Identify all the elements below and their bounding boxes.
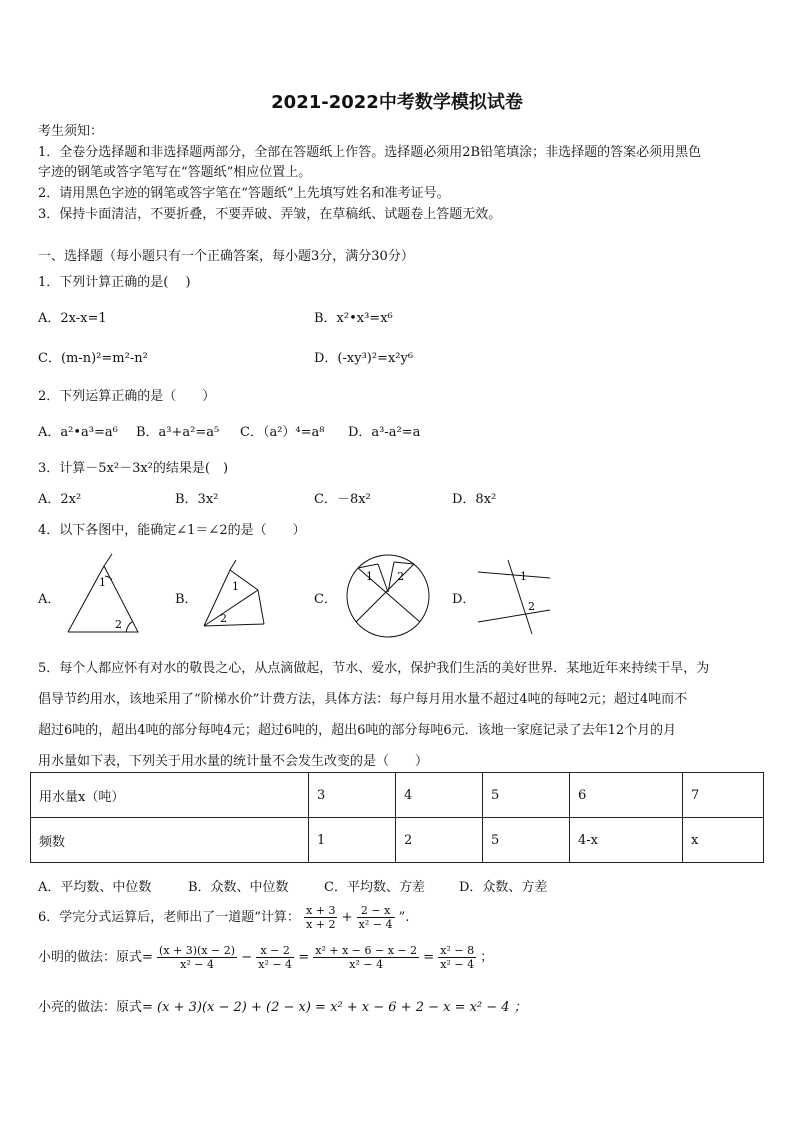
section-heading: 一、选择题（每小题只有一个正确答案，每小题3分，满分30分） (38, 249, 414, 264)
q4-figure-b (198, 560, 272, 630)
q1-option-c: C．(m-n)²=m²-n² (38, 351, 148, 366)
q1-stem: 1．下列计算正确的是( ) (38, 275, 191, 290)
q4-option-b: B． (175, 592, 198, 607)
xiaoming-label: 小明的做法：原式= (38, 950, 153, 965)
minus-sign: − (241, 950, 253, 965)
equals-sign: = (298, 950, 310, 965)
q3-option-d: D．8x² (452, 492, 497, 507)
fraction-denominator: x + 2 (306, 918, 336, 931)
q6-stem-text: 6．学完分式运算后，老师出了一道题“计算： (38, 910, 300, 925)
table-cell: 5 (483, 818, 570, 863)
q2-option-c: C．（a²）⁴=a⁸ (240, 425, 325, 440)
q2-option-b: B．a³+a²=a⁵ (136, 425, 220, 440)
plus-sign: + (341, 910, 353, 925)
equals-sign: = (423, 950, 435, 965)
q4-figure-c (344, 552, 432, 640)
table-cell: 5 (483, 773, 570, 818)
q4-option-c: C． (314, 592, 337, 607)
fraction-numerator: 2 − x (357, 904, 395, 918)
page-title: 2021-2022中考数学模拟试卷 (271, 92, 523, 113)
fraction-numerator: x + 3 (306, 904, 336, 917)
xiaoming-fraction-4 (438, 944, 476, 971)
notice-item-1-cont: 字迹的钢笔或答字笔写在“答题纸”相应位置上。 (38, 165, 312, 180)
table-cell: 6 (570, 773, 683, 818)
q6-xiaoming-solution (38, 944, 493, 971)
q4-option-a: A． (38, 592, 61, 607)
q1-option-a: A．2x-x=1 (38, 311, 107, 326)
notice-item-1: 1．全卷分选择题和非选择题两部分，全部在答题纸上作答。选择题必须用2B铅笔填涂；非选择题的答案必须用黑色 (38, 145, 702, 160)
q3-stem: 3．计算－5x²－3x²的结果是( ) (38, 461, 229, 476)
table-cell: 2 (396, 818, 483, 863)
water-usage-table (30, 772, 764, 863)
table-cell: x (683, 818, 764, 863)
table-cell: 7 (683, 773, 764, 818)
q4-a-angle1-label: 1 (99, 576, 106, 589)
q2-option-d: D．a³-a²=a (348, 425, 421, 440)
q4-d-angle1-label: 1 (520, 570, 527, 583)
q4-option-d: D． (452, 592, 476, 607)
q3-option-a: A．2x² (38, 492, 82, 507)
fraction-numerator: x − 2 (256, 944, 294, 958)
q5-option-c: C．平均数、方差 (324, 880, 425, 895)
fraction-numerator: (x + 3)(x − 2) (159, 944, 236, 957)
q4-c-angle1-label: 1 (366, 570, 373, 583)
q4-figure-d (472, 558, 554, 638)
fraction-denominator: x² − 4 (258, 958, 293, 971)
q1-option-d: D．(-xy³)²=x²y⁶ (314, 351, 414, 366)
q4-d-angle2-label: 2 (528, 600, 535, 613)
table-cell: 1 (309, 818, 396, 863)
q5-line-2: 倡导节约用水，该地采用了“阶梯水价”计费方法，具体方法：每户每月用水量不超过4吨的每吨2元；超过4吨而不 (38, 692, 688, 707)
q6-fraction-1 (304, 904, 337, 931)
table-cell: 频数 (31, 818, 309, 863)
q6-stem (38, 904, 409, 931)
q4-stem: 4．以下各图中，能确定∠1＝∠2的是（ ） (38, 523, 306, 538)
q6-xiaoliang-solution (38, 996, 527, 1015)
table-cell: 4 (396, 773, 483, 818)
fraction-numerator: x² − 8 (440, 944, 475, 957)
table-cell: 3 (309, 773, 396, 818)
q5-option-a: A．平均数、中位数 (38, 880, 152, 895)
q4-c-angle2-label: 2 (397, 570, 404, 583)
table-cell: 4-x (570, 818, 683, 863)
q4-b-angle1-label: 1 (232, 580, 239, 593)
q5-option-b: B．众数、中位数 (188, 880, 289, 895)
fraction-denominator: x² − 4 (180, 958, 214, 971)
fraction-numerator: x² + x − 6 − x − 2 (315, 944, 418, 957)
notice-item-3: 3．保持卡面清洁，不要折叠，不要弄破、弄皱，在草稿纸、试题卷上答题无效。 (38, 207, 502, 222)
table-cell: 用水量x（吨） (31, 773, 309, 818)
fraction-denominator: x² − 4 (440, 958, 475, 971)
notice-heading: 考生须知： (38, 124, 104, 139)
q5-option-d: D．众数、方差 (459, 880, 548, 895)
q4-figure-a (60, 552, 142, 634)
xiaoming-fraction-3 (313, 944, 419, 971)
xiaoming-fraction-1 (157, 944, 237, 971)
xiaoliang-expression: (x + 3)(x − 2) + (2 − x) = x² + x − 6 + 2 − x = x² − 4 ； (157, 1000, 527, 1015)
notice-item-2: 2．请用黑色字迹的钢笔或答字笔在“答题纸”上先填写姓名和准考证号。 (38, 186, 450, 201)
q6-fraction-2 (357, 904, 395, 931)
q2-option-a: A．a²•a³=a⁶ (38, 425, 118, 440)
table-row (31, 773, 764, 818)
semicolon: ； (480, 950, 494, 965)
q3-option-b: B．3x² (175, 492, 219, 507)
q6-stem-end: ”. (398, 910, 410, 925)
q4-a-angle2-label: 2 (115, 618, 122, 631)
q2-stem: 2．下列运算正确的是（ ） (38, 389, 216, 404)
q1-option-b: B．x²•x³=x⁶ (314, 311, 393, 326)
fraction-denominator: x² − 4 (349, 958, 384, 971)
q4-b-angle2-label: 2 (220, 612, 227, 625)
table-row (31, 818, 764, 863)
fraction-denominator: x² − 4 (358, 918, 393, 931)
q5-line-3: 超过6吨的，超出4吨的部分每吨4元；超过6吨的，超出6吨的部分每吨6元．该地一家庭记录了去年12个月的月 (38, 723, 677, 738)
q3-option-c: C．－8x² (314, 492, 371, 507)
q5-line-1: 5．每个人都应怀有对水的敬畏之心，从点滴做起，节水、爱水，保护我们生活的美好世界．某地近年来持续干旱，为 (38, 661, 710, 676)
q5-line-4: 用水量如下表，下列关于用水量的统计量不会发生改变的是（ ） (38, 754, 429, 769)
xiaoming-fraction-2 (256, 944, 294, 971)
xiaoliang-label: 小亮的做法：原式= (38, 1000, 153, 1015)
